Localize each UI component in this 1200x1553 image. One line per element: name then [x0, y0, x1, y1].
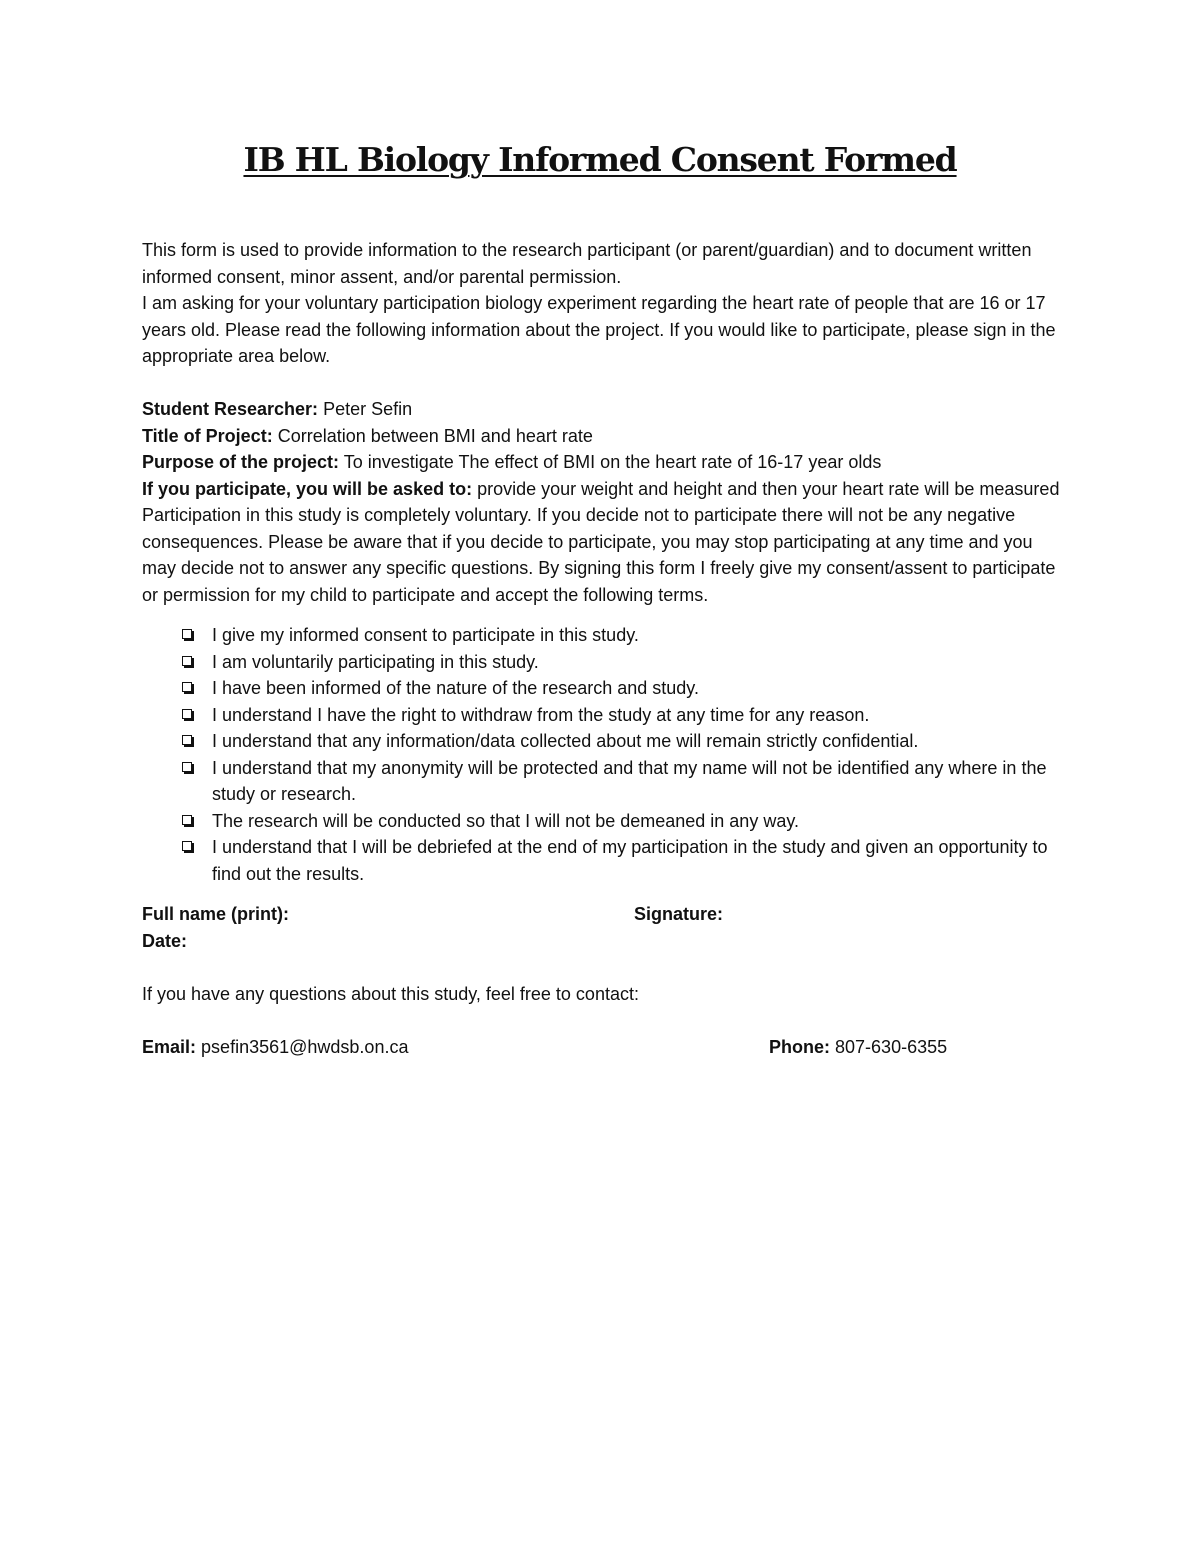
- date-row: [142, 928, 1062, 955]
- document-title: IB HL Biology Informed Consent Formed: [243, 140, 957, 179]
- intro-paragraph-2: I am asking for your voluntary participation biology experiment regarding the heart rate of people that are 16 or 17 years old. Please read the following information about the project. If you would like to participate, please sign in the appropriate area below.: [142, 293, 1056, 366]
- checkbox-icon[interactable]: [182, 762, 192, 772]
- purpose-value: To investigate The effect of BMI on the heart rate of 16-17 year olds: [343, 452, 882, 472]
- project-title-field: [142, 423, 1062, 450]
- spacer: [142, 608, 1062, 622]
- phone-value: 807-630-6355: [835, 1036, 948, 1057]
- date-label: Date:: [142, 930, 188, 951]
- checkbox-icon[interactable]: [182, 629, 192, 639]
- checkbox-icon[interactable]: [182, 735, 192, 745]
- project-title-label: Title of Project:: [142, 425, 273, 446]
- checkbox-icon[interactable]: [182, 709, 192, 719]
- checklist-item: [142, 808, 1062, 835]
- phone-field: [769, 1034, 947, 1061]
- signature-row: [142, 901, 1062, 928]
- checklist-item: [142, 649, 1062, 676]
- checklist-item-text: I am voluntarily participating in this study.: [212, 651, 539, 672]
- contact-prompt: If you have any questions about this study, feel free to contact:: [142, 983, 639, 1004]
- checkbox-icon[interactable]: [182, 682, 192, 692]
- checklist-item: [142, 728, 1062, 755]
- checklist-item: [142, 702, 1062, 729]
- email-value[interactable]: psefin3561@hwdsb.on.ca: [201, 1036, 409, 1057]
- participation-task-label: If you participate, you will be asked to:: [142, 478, 473, 499]
- spacer: [142, 1007, 1062, 1034]
- checklist-item: [142, 622, 1062, 649]
- checklist-item-text: I understand I have the right to withdraw from the study at any time for any reason.: [212, 704, 870, 725]
- checkbox-icon[interactable]: [182, 841, 192, 851]
- project-title-value: Correlation between BMI and heart rate: [277, 425, 593, 446]
- document-body: [142, 237, 1062, 1060]
- email-field: [142, 1034, 408, 1061]
- full-name-label: Full name (print):: [142, 904, 289, 924]
- consent-checklist: [142, 622, 1062, 887]
- participation-task-value: provide your weight and height and then your heart rate will be measured: [477, 478, 1060, 499]
- signature-label: Signature:: [634, 904, 724, 924]
- researcher-value: Peter Sefin: [323, 399, 413, 419]
- checkbox-icon[interactable]: [182, 656, 192, 666]
- checklist-item: [142, 675, 1062, 702]
- checkbox-icon[interactable]: [182, 815, 192, 825]
- intro-paragraph-1: This form is used to provide information to the research participant (or parent/guardian) and to document written informed consent, minor assent, and/or parental permission.: [142, 240, 1032, 287]
- contact-row: [142, 1034, 1062, 1061]
- purpose-label: Purpose of the project:: [142, 452, 340, 472]
- phone-label: Phone:: [769, 1036, 830, 1057]
- researcher-label: Student Researcher:: [142, 399, 319, 419]
- email-label: Email:: [142, 1036, 197, 1057]
- spacer: [142, 954, 1062, 981]
- checklist-item-text: I give my informed consent to participate in this study.: [212, 625, 639, 645]
- researcher-field: [142, 396, 1062, 423]
- purpose-field: [142, 449, 1062, 476]
- checklist-item-text: I understand that I will be debriefed at the end of my participation in the study and given an opportunity to find out the results.: [212, 837, 1048, 884]
- checklist-item: [142, 755, 1062, 808]
- spacer: [142, 887, 1062, 901]
- spacer: [142, 370, 1062, 397]
- checklist-item-text: I have been informed of the nature of the research and study.: [212, 678, 699, 698]
- checklist-item-text: The research will be conducted so that I will not be demeaned in any way.: [212, 810, 799, 831]
- checklist-item: [142, 834, 1062, 887]
- checklist-item-text: I understand that any information/data collected about me will remain strictly confidential.: [212, 731, 919, 751]
- voluntary-paragraph: Participation in this study is completely voluntary. If you decide not to participate there will not be any negative consequences. Please be aware that if you decide to participate, you may stop participating at any time and you may decide not to answer any specific questions. By signing this form I freely give my consent/assent to participate or permission for my child to participate and accept the following terms.: [142, 505, 1056, 605]
- checklist-item-text: I understand that my anonymity will be protected and that my name will not be identified any where in the study or research.: [212, 757, 1047, 804]
- participation-task-field: [142, 476, 1062, 503]
